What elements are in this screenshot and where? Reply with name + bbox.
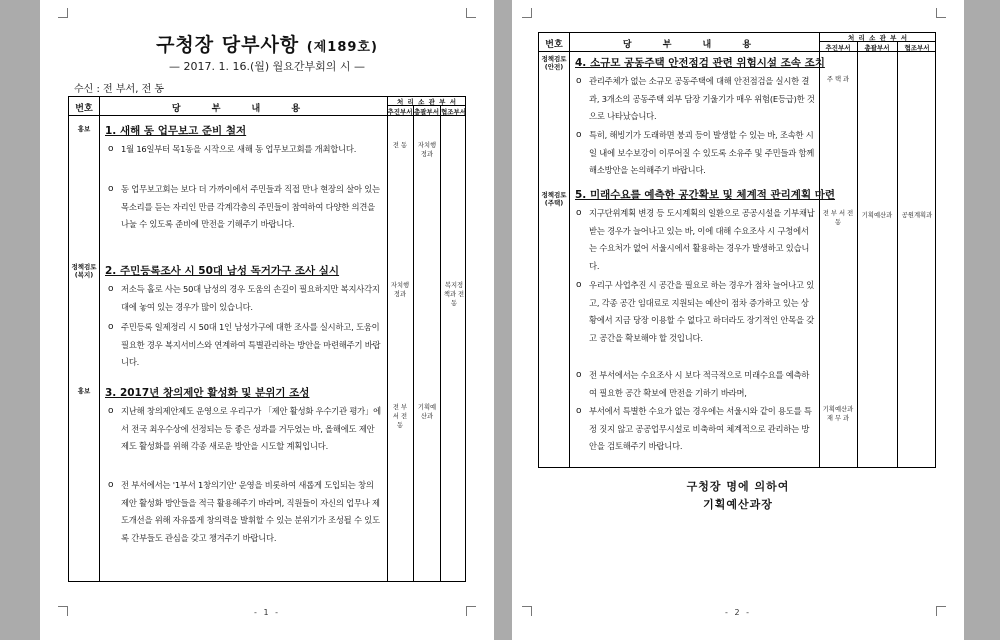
bullet-item: o 지구단위계획 변경 등 도시계획의 일환으로 공공시설을 기부채납 받는 경우가 늘어나고 있는 바, 이에 대해 수요조사 시 구청에서는 수요처가 없어 서울시에서 활용하는 경우가 발생하고 있습니다. — [576, 208, 815, 271]
column-header-coop: 총괄부서 — [413, 108, 440, 116]
bullet-item: o 특히, 해빙기가 도래하면 붕괴 등이 발생할 수 있는 바, 조속한 시일 내에 보수보강이 이루어질 수 있도록 소유주 및 주민들과 함께 해소방안을 논의해주기 바랍니다. — [576, 130, 815, 175]
issue-number: (제189호) — [306, 40, 378, 55]
section-kind-label: 정책검토 (주택) — [541, 191, 567, 207]
column-header-assist: 협조부서 — [440, 108, 467, 116]
document-page-1 — [40, 0, 494, 640]
instruction-table — [68, 96, 466, 582]
bullet-item: o 지난해 창의제안제도 운영으로 우리구가 「제안 활성화 우수기관 평가」에서 전국 최우수상에 선정되는 등 좋은 성과를 거두었는 바, 올해에도 제안제도 활성화를 위해 각종 새로운 방안을 시도할 계획입니다. — [108, 406, 381, 451]
section-title: 4. 소규모 공동주택 안전점검 관련 위험시설 조속 조치 — [575, 57, 825, 69]
bullet-item: o 주민등록 일제정리 시 50대 1인 남성가구에 대한 조사를 실시하고, 도움이 필요한 경우 복지서비스와 연계하여 특별관리하는 방안을 마련해주기 바랍니다. — [108, 322, 381, 367]
section-kind-label: 정책검토 (안전) — [541, 55, 567, 71]
column-header-no: 번호 — [545, 40, 563, 50]
lead-department: 전 부 서 전 동 — [822, 210, 854, 226]
column-header-assist: 협조부서 — [904, 44, 930, 52]
section-title: 1. 새해 동 업무보고 준비 철저 — [105, 125, 247, 137]
bullet-item: o 전 부서에서는 '1부서 1창의기안' 운영을 비롯하여 새롭게 도입되는 창의제안 활성화 방안들을 적극 활용해주기 바라며, 직원들이 자신의 업무나 제도개선을 위해 자유롭게 창의력을 발휘할 수 있는 분위기가 조성될 수 있도록 간부들도 관심을 갖고 챙겨주기 바랍니다. — [108, 480, 380, 543]
crop-mark — [936, 8, 946, 18]
lead-department: 자치행정과 — [390, 282, 410, 298]
document-page-2 — [512, 0, 964, 640]
signature-department: 기획예산과장 — [703, 498, 773, 511]
section-kind-label: 홍보 — [77, 387, 91, 395]
coop-department: 자치행정과 — [417, 142, 437, 158]
column-header-handling: 처 리 소 관 부 서 — [397, 98, 457, 106]
section-title: 5. 미래수요를 예측한 공간확보 및 체계적 관리계획 마련 — [575, 189, 836, 201]
bullet-item: o 동 업무보고회는 보다 더 가까이에서 주민들과 직접 만나 현장의 살아 있는 목소리를 듣는 자리인 만큼 각계각층의 주민들이 참여하여 다양한 의견을 나눌 수 있도록 준비에 만전을 기해주기 바랍니다. — [108, 184, 380, 229]
column-header-no: 번호 — [75, 104, 93, 114]
section-kind-label: 홍보 — [77, 125, 91, 133]
column-header-lead: 추진부서 — [387, 108, 413, 116]
column-header-handling: 처 리 소 관 부 서 — [848, 34, 908, 42]
page-number: - 1 - — [254, 608, 280, 617]
crop-mark — [466, 8, 476, 18]
coop-department: 기획예산과 — [417, 404, 437, 420]
crop-mark — [522, 8, 532, 18]
bullet-item: o 저소득 홀로 사는 50대 남성의 경우 도움의 손길이 필요하지만 복지사각지대에 놓여 있는 경우가 많이 있습니다. — [108, 284, 380, 312]
document-title — [40, 30, 494, 57]
coop-department: 기획예산과 — [861, 212, 893, 219]
bullet-item: o 1월 16일부터 목1동을 시작으로 새해 동 업무보고회를 개최합니다. — [108, 144, 357, 154]
column-header-lead: 추진부서 — [825, 44, 851, 52]
lead-department: 전 동 — [392, 142, 408, 149]
lead-department: 전 부 서 전 동 — [392, 404, 408, 429]
lead-department: 기획예산과 재 무 과 — [822, 406, 854, 422]
closing-line: 구청장 명에 의하여 — [686, 480, 790, 493]
assist-department: 복지정책과 전 동 — [443, 282, 465, 307]
column-header-coop: 총괄부서 — [864, 44, 890, 52]
column-header-content: 당 부 내 용 — [622, 40, 766, 50]
lead-department: 주 택 과 — [826, 76, 850, 83]
meeting-date: — 2017. 1. 16.(월) 월요간부회의 시 — — [168, 60, 366, 73]
page-number: - 2 - — [725, 608, 751, 617]
bullet-item: o 관리주체가 없는 소규모 공동주택에 대해 안전점검을 실시한 결과, 3개소의 공동주택 외부 담장 기울기가 매우 위험(E등급)한 것으로 나타났습니다. — [576, 76, 815, 121]
bullet-item: o 전 부서에서는 수요조사 시 보다 적극적으로 미래수요를 예측하여 필요한 공간 확보에 만전을 기하기 바라며, — [576, 370, 810, 398]
recipient-line: 수신 : 전 부서, 전 동 — [74, 84, 165, 95]
column-header-content: 당 부 내 용 — [171, 104, 315, 114]
bullet-item: o 부서에서 특별한 수요가 없는 경우에는 서울시와 같이 용도를 특정 짓지 않고 공공업무시설로 비축하여 체계적으로 관리하는 방안을 검토해주기 바랍니다. — [576, 406, 812, 451]
section-kind-label: 정책검토 (복지) — [71, 263, 97, 279]
assist-department: 공원계획과 — [901, 212, 933, 219]
crop-mark — [58, 8, 68, 18]
bullet-item: o 우리구 사업추진 시 공간을 필요로 하는 경우가 점차 늘어나고 있고, 각종 공간 임대료로 지원되는 예산이 점차 증가하고 있는 상황에서 지금 당장 이용할 수 없다고 하더라도 장기적인 안목을 갖고 공간을 확보해야 할 것입니다. — [576, 280, 815, 343]
title-text: 구청장 당부사항 — [156, 34, 300, 56]
instruction-table — [538, 32, 936, 468]
section-title: 2. 주민등록조사 시 50대 남성 독거가구 조사 실시 — [105, 265, 340, 277]
section-title: 3. 2017년 창의제안 활성화 및 분위기 조성 — [105, 387, 310, 399]
